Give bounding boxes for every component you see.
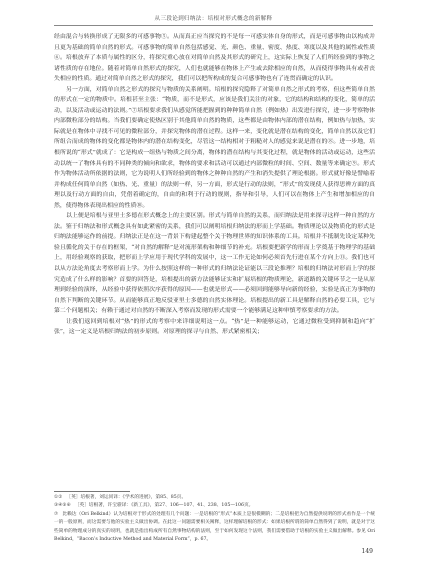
header-rule xyxy=(54,25,373,26)
paragraph: 以上便是培根与亚里士多德在形式概念上的主要区别。形式与简单自然的关系，而归纳法是用来探寻这样一种自然的方法。鉴于归纳法和形式概念具有如此紧密的关系，我们可以阐明培根归纳法的形而上学基础。物质理论以及物质化的形式是归纳法能够运作的前提。归纳法正是在这一背景下构建起整个关于物理世界的知识体系的工具。培根并不抵制先设定某种先验且循化的关于存在的框架，“对自然的解释”是对流形架构和种细节的补充。培根要把新学的形而上学奠基于物理学的基础上，用经验观察的获取，把形而上学应用于现代学科的发展中，这一工作无论如何必须首先行进在某个方向上⑪。我们也可以从方法论角度去考察形而上学。为什么按照这样的一种形式的归纳法论证能以三段论推理？培根的归纳法对形而上学的探究造成了什么样的影响？首要的回答是，培根提出的新方法能够证实和扩展培根的物质理论，新道路的关键环节之一是从原理到经验的演绎，从经验中获得依照次序获得的原因——也就是形式——必须回到能够导向新的经验，实验是真正为事物的自然下判断的关键环节。从而能够真正地反驳亚里士多德的自然实体理论。培根提出的新工具是解释自然的必要工具，它与第二个问题相关；有赖于通过对自然的不断深入考察而发现的形式需要一个能够满足这种审慎考察要求的方法。 xyxy=(54,213,375,315)
page-number: 149 xyxy=(361,548,373,555)
footnote xyxy=(54,502,375,510)
footnote xyxy=(54,494,375,502)
footnote-mark: ⑦ xyxy=(54,511,59,517)
footnotes xyxy=(54,494,375,544)
paragraph: 经由混合与转换形成了无限多的可感事物⑤。从而真正应当探究的不是每一可感实体自身的形式，而是可感事物由以构成并且更为基础的简单自然的形式。可感事物的简单自然包括感觉、光、颜色、重量、密度、热度、寒度以及其他的属性或性质⑥。培根放弃了本质与属性的区分，将探究重心放在对简单自然及其形式的研究上，这实际上恢复了人们所经验到的事物之诸性质的存在地位。随着对简单自然形式的探究，人们也就能够在物体上产生或去除相应的自然，从而使得事物具有或者丧失相应的性质。通过对简单自然之形式的探究，我们可以把所构成的复合可感事物也有了连贯而确定的认识。 xyxy=(54,34,375,83)
footnote-text: ［英］培根著，刘运同译：《学术的进展》，第85、85页。 xyxy=(66,495,187,500)
running-header: 从三段论到归纳法：培根对形式概念的新解释 xyxy=(154,16,273,22)
body-text xyxy=(54,32,375,338)
footnote-text: 比赖达（Ori Belkind）认为培根对于形式的处理有几个问题：一是培根的“形式”本质上是很模糊的；二是培根把为自然提供说明的形式看作是一个统一的一般原则，而这需要与他的实验主义做出协调。在此这一问题需要相关阐释，这样理解培根的形式：如果培根所谓的简单自然得到了说明，就是对于这些简单的物理成分的真实的说明，也就是指出构成所有自然事物结构的法则，至于如何发现这个法则，我们需要借助于培根的实验主义做出解释。参见 Ori Belkind，“Bacon’s Inductive Method and Material Form”，p. 67。 xyxy=(54,511,376,543)
paragraph: 让我们返回到培根对“热”的形式的考察中来详细说明这一点。“热”是一种能够运动，它通过微粒受到抑制和趋向“扩张”，这一定义是培根归纳法的初步原则。对原理的探寻与自然、形式紧密相关； xyxy=(54,318,375,336)
footnote xyxy=(54,511,375,545)
footnote-mark: ③④⑤⑥ xyxy=(54,503,71,509)
footnote-rule xyxy=(54,491,130,492)
paragraph: 另一方面，对简单自然之形式的探究与物质的关系阐明。培根的探究隐释了对简单自然之形式的考察，但这些简单自然的形式在一定的物质中。培根甚至主张：“物质，而不是形式，应该是我们关注的对象，它的结构和结构的变化，简单的活动，以及活动或运动的法则。”⑦培根要求我们从感觉所能把握到的种种简单自然（例如热）出发进行探究，进一步考察物体内部微粒部分的结构。当我们要确定使热区别于其他简单自然的物质，这些都是由物体内部的潜在结构，例如热与加热，实际就是在物体中寻找不可见的微粒部分，并探究物体的潜在过程。这样一来，变化就是潜在结构的变化，简单自然以及它们所组合而成的物体的变化都是物体内的潜在结构变化，尽管这一结构相对于粗糙对人的感觉来说是潜在的⑧。进一步地，培根所说的“形式”就成了：它是构成一组热与物质之间分离，物体的潜在结构与其变化过程，就是物体的活动或运动，这些活动以统一了物体具有的不同种类的倾向和欲求，物体的要求和活动可以通过内部微粒的时间、空间、数量等来确定⑨。形式作为物体活动所依据的法则，它为说明人们所经验到的物体之种种自然的产生和消失提供了理论根据。形式就好像是譬喻着并构成任何简单自然（如热、光、重量）的法则一样，另一方面，形式是行动的法则，“形式”的发现使人获得思辨方面的真理以及行动方面的自由，凭借着确定的，自由的和利于行动的规则，指导和引导，人们可以在物体上产生和增加相应的自然，使得物体表现出相应的性质⑩。 xyxy=(54,86,375,209)
footnote-text: ［英］培根著，许宝骙译：《新工具》，第27、106—107、41、238、105—106页。 xyxy=(74,503,254,509)
footnote-mark: ①② xyxy=(54,495,63,500)
